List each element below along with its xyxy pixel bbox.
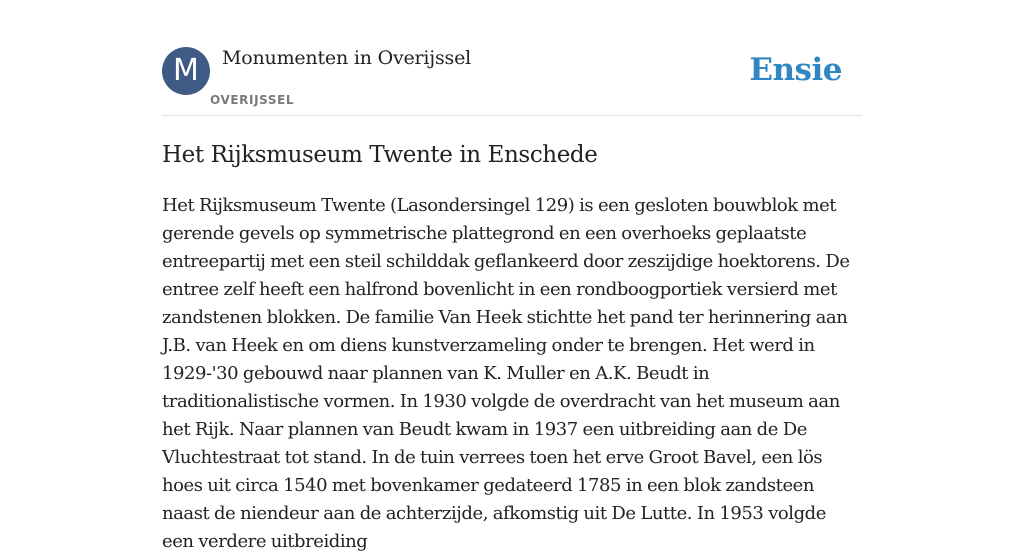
book-title[interactable]: Monumenten in Overijssel [222, 47, 472, 69]
ensie-logo[interactable]: Ensie [749, 52, 842, 88]
category-label[interactable]: OVERIJSSEL [210, 93, 295, 107]
article-body: Het Rijksmuseum Twente (Lasondersingel 129) is een gesloten bouwblok met gerende gevels op symmetrische plattegrond en een overhoeks geplaatste entreepartij met een steil schilddak geflankeerd door zeszijdige hoektorens. De entree zelf heeft een halfrond bovenlicht in een rondboogportiek versierd met zandstenen blokken. De familie Van Heek stichtte het pand ter herinnering aan J.B. van Heek en om diens kunstverzameling onder te brengen. Het werd in 1929-'30 gebouwd naar plannen van K. Muller en A.K. Beudt in traditionalistische vormen. In 1930 volgde de overdracht van het museum aan het Rijk. Naar plannen van Beudt kwam in 1937 een uitbreiding aan de De Vluchtestraat tot stand. In de tuin verrees toen het erve Groot Bavel, een lös hoes uit circa 1540 met bovenkamer gedateerd 1785 in een blok zandsteen naast de niendeur aan de achterzijde, afkomstig uit De Lutte. In 1953 volgde een verdere uitbreiding [162, 195, 850, 552]
header [162, 46, 862, 116]
header-divider [162, 115, 862, 116]
article-title: Het Rijksmuseum Twente in Enschede [162, 142, 598, 168]
avatar[interactable]: M [162, 47, 210, 95]
